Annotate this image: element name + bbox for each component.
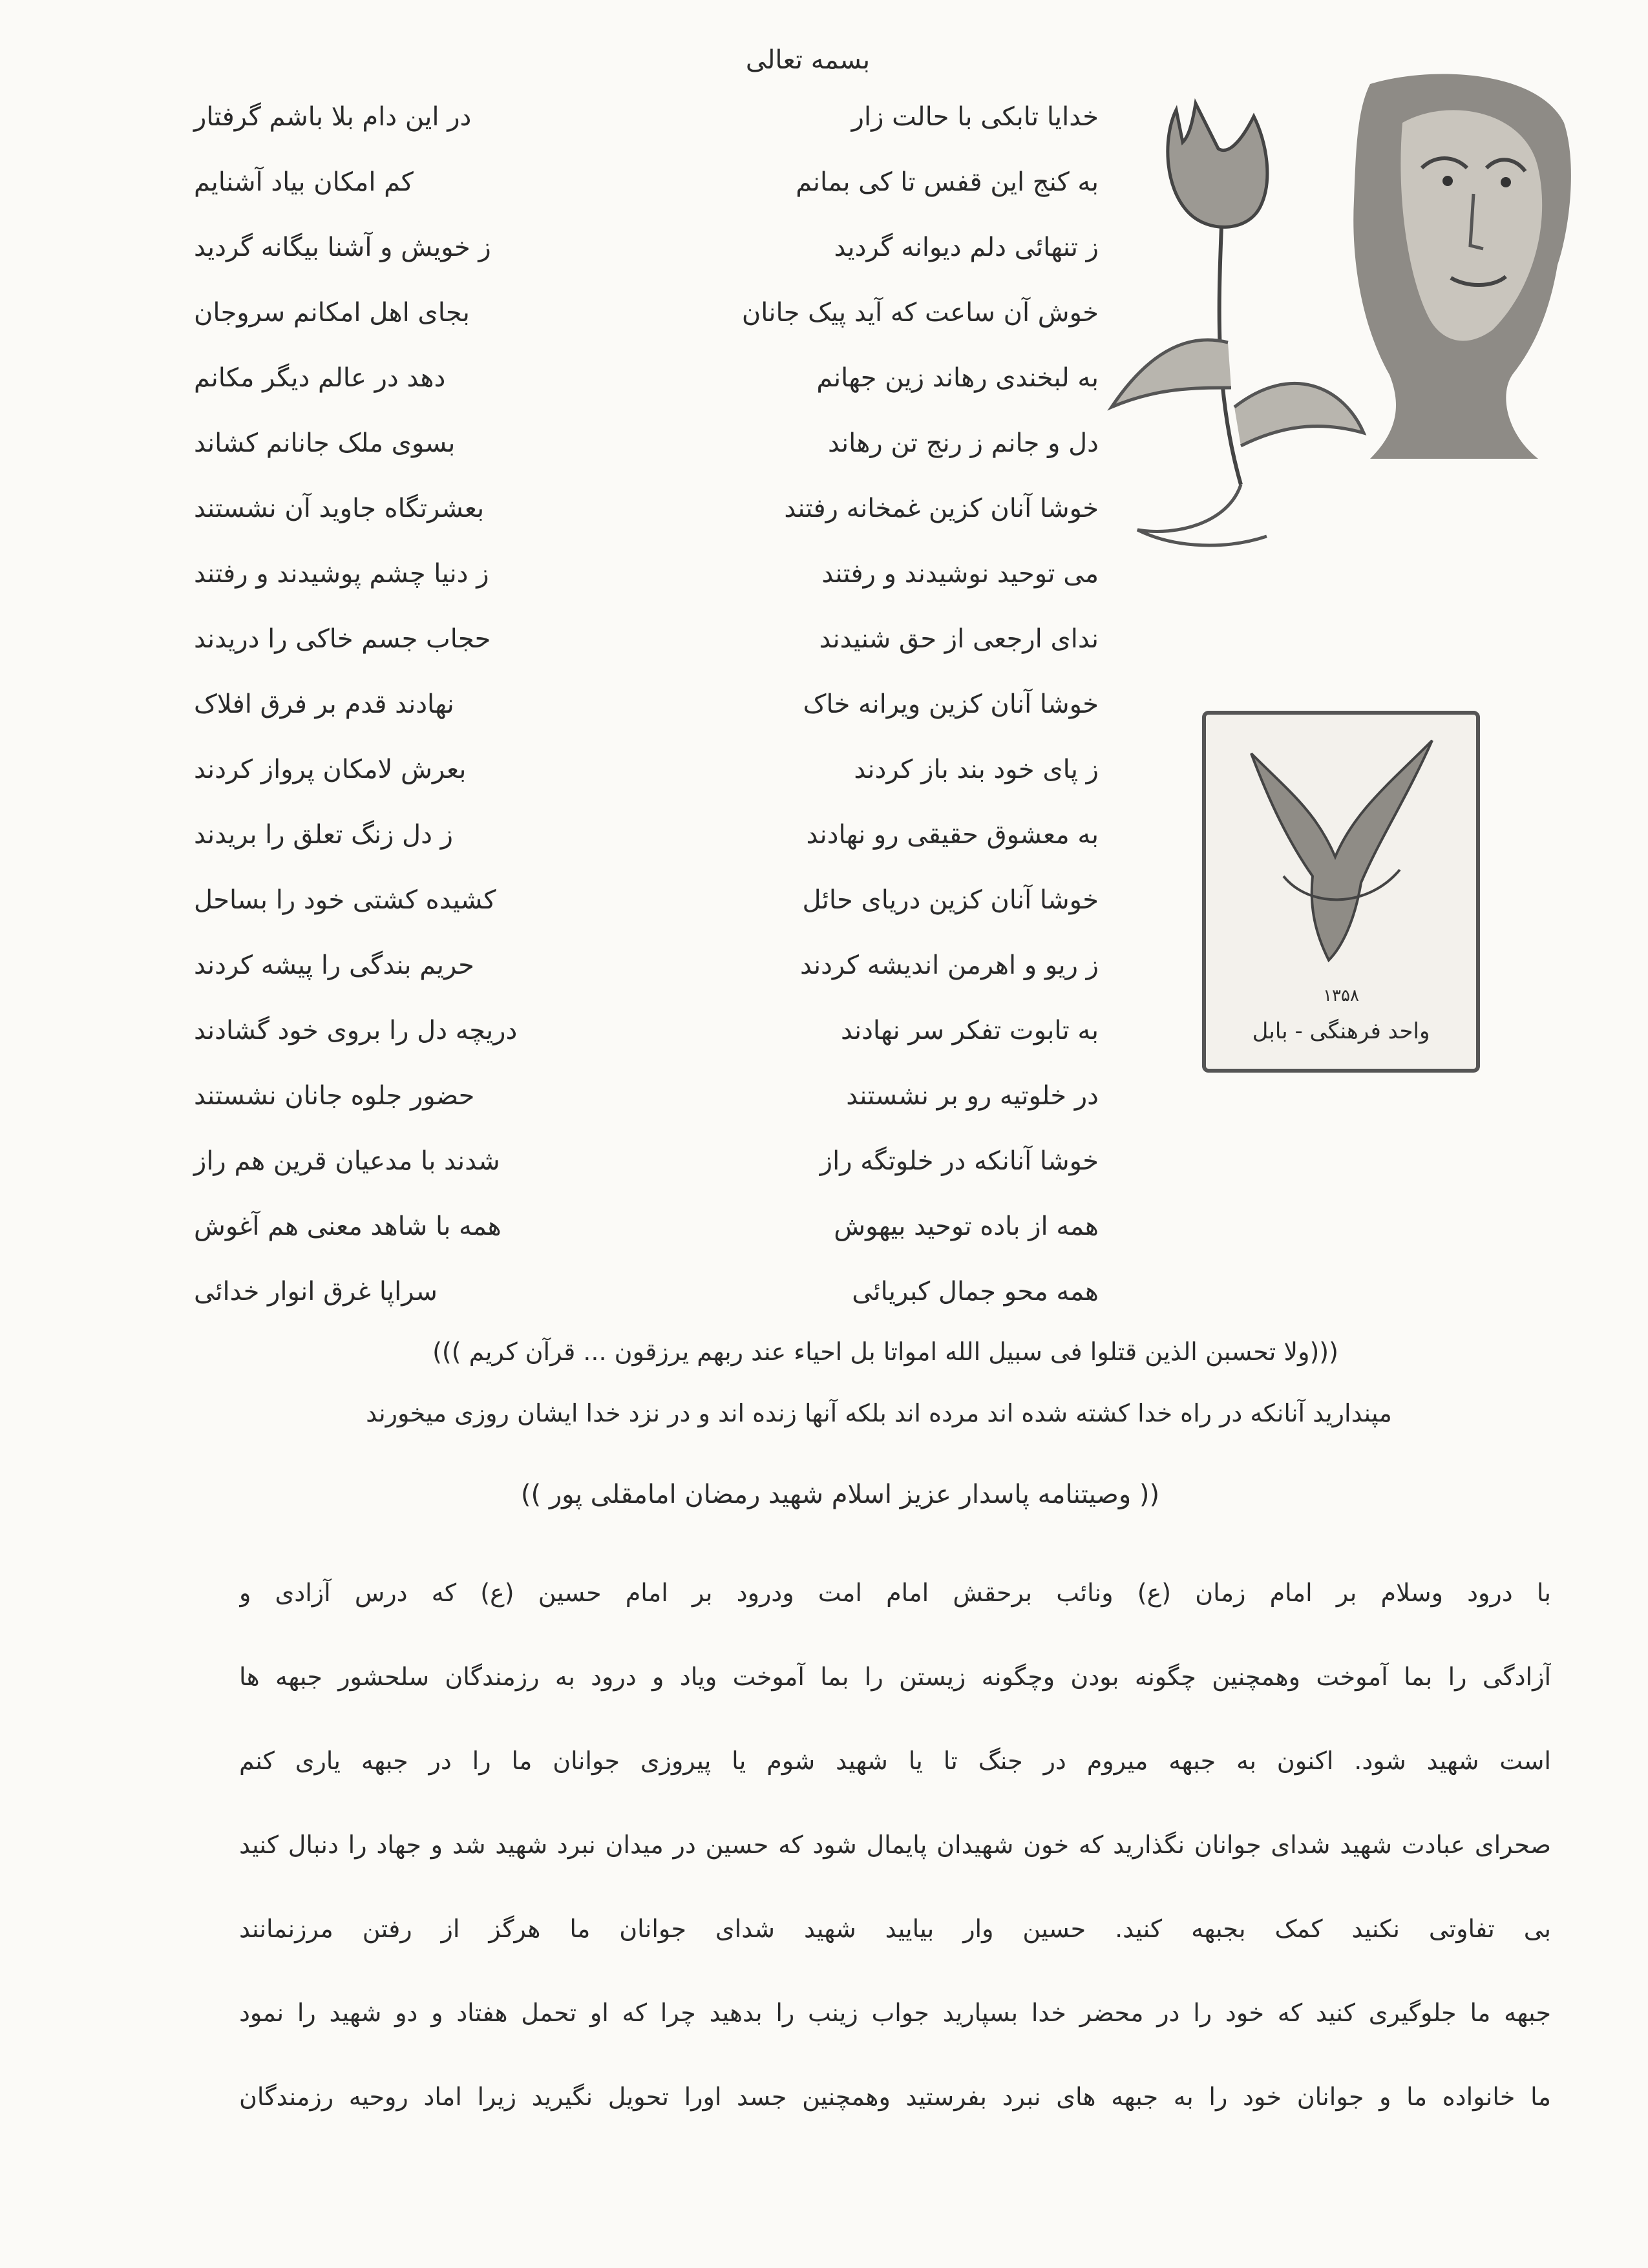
poem-hemistich-first: می توحید نوشیدند و رفتند [821,558,1099,589]
poem-couplet [194,998,1099,1063]
poem-hemistich-first: به کنج این قفس تا کی بمانم [796,167,1099,197]
poem-hemistich-first: خدایا تابکی با حالت زار [851,101,1099,132]
poem-hemistich-second: ز دنیا چشم پوشیدند و رفتند [194,558,489,589]
poem-couplet [194,802,1099,867]
poem-couplet [194,84,1099,149]
poem-hemistich-first: به معشوق حقیقی رو نهادند [806,819,1099,850]
quran-quote: (((ولا تحسبن الذین قتلوا فی سبیل الله امواتا بل احیاء عند ربهم یرزقون ... قرآن کریم ))) [432,1338,1338,1366]
poem-hemistich-first: ز پای خود بند باز کردند [854,754,1099,784]
emblem-caption: واحد فرهنگی - بابل [1252,1018,1430,1044]
poem-hemistich-second: بسوی ملک جانانم کشاند [194,428,456,458]
poem-couplet [194,932,1099,998]
poem-couplet [194,867,1099,932]
poem-hemistich-second: حجاب جسم خاکی را دریدند [194,624,491,654]
poem-hemistich-first: خوشا آنان کزین دریای حائل [802,885,1099,915]
poem-hemistich-first: خوشا آنان کزین غمخانه رفتند [784,493,1099,523]
will-body [239,1551,1551,2139]
poem-hemistich-first: دل و جانم ز رنج تن رهاند [827,428,1099,458]
document-heading: بسمه تعالی [745,45,871,75]
poem-hemistich-first: خوشا آنانکه در خلوتگه راز [819,1146,1099,1176]
poem-hemistich-first: خوش آن ساعت که آید پیک جانان [741,297,1099,328]
poem-hemistich-first: در خلوتیه رو بر نشستند [846,1080,1099,1111]
poem-hemistich-second: کم امکان بیاد آشنایم [194,167,414,197]
poem-hemistich-second: ز دل زنگ تعلق را بریدند [194,819,453,850]
poem-hemistich-first: به تابوت تفکر سر نهادند [840,1015,1099,1045]
poem-hemistich-second: دریچه دل را بروی خود گشادند [194,1015,518,1045]
poem-couplet [194,410,1099,476]
poem-hemistich-second: بعشرتگاه جاوید آن نشستند [194,493,485,523]
poem-couplet [194,280,1099,345]
tulip-drawing [1099,84,1370,562]
poem-hemistich-second: حریم بندگی را پیشه کردند [194,950,474,980]
poem-hemistich-first: خوشا آنان کزین ویرانه خاک [803,689,1099,719]
poem-hemistich-first: ز تنهائی دلم دیوانه گردید [834,232,1099,262]
poem-hemistich-second: دهد در عالم دیگر مکانم [194,362,446,393]
poem-couplet [194,1128,1099,1193]
poem-couplet [194,345,1099,410]
poem-hemistich-second: سراپا غرق انوار خدائی [194,1276,438,1307]
body-line: آزادگی را بما آموخت وهمچنین چگونه بودن وچگونه زیستن را بما آموخت ویاد و درود به رزمندگان سلحشور جبهه ها [239,1663,1551,1691]
poem-hemistich-second: همه با شاهد معنی هم آغوش [194,1211,502,1241]
poem-hemistich-second: ز خویش و آشنا بیگانه گردید [194,232,491,262]
poem-hemistich-second: در این دام بلا باشم گرفتار [194,101,472,132]
body-line: با درود وسلام بر امام زمان (ع) ونائب برحقش امام امت ودرود بر امام حسین (ع) که درس آزادی و [239,1579,1551,1607]
poem-hemistich-first: همه محو جمال کبریائی [852,1276,1099,1307]
poem-hemistich-second: شدند با مدعیان قرین هم راز [194,1146,500,1176]
poem-couplet [194,215,1099,280]
poem-couplet [194,149,1099,215]
poem-couplet [194,606,1099,671]
poem-couplet [194,476,1099,541]
body-line: بی تفاوتی نکنید کمک بجبهه کنید. حسین وار بیایید شهید شدای جوانان ما هرگز از رفتن مرزنمانند [239,1915,1551,1943]
body-line: است شهید شود. اکنون به جبهه میروم در جنگ تا یا شهید شوم یا پیروزی جوانان ما را در جبهه یاری کنم [239,1747,1551,1775]
poem [194,84,1099,1324]
body-line: جبهه ما جلوگیری کنید که خود را در محضر خدا بسپارید جواب زینب را بدهید چرا که او تحمل هفتاد و دو شهید را نمود [239,1999,1551,2027]
poem-hemistich-first: ندای ارجعی از حق شنیدند [819,624,1099,654]
poem-couplet [194,541,1099,606]
poem-hemistich-first: همه از باده توحید بیهوش [834,1211,1099,1241]
will-title: (( وصیتنامه پاسدار عزیز اسلام شهید رمضان امامقلی پور )) [520,1480,1160,1509]
poem-hemistich-second: حضور جلوه جانان نشستند [194,1080,475,1111]
body-line: صحرای عبادت شهید شدای جوانان نگذارید که خون شهیدان پایمال شود که حسین در میدان نبرد شهید شد و جهاد را دنبال کنید [239,1831,1551,1859]
poem-couplet [194,737,1099,802]
martyr-portrait-photo [1344,71,1577,459]
emblem-date: ۱۳۵۸ [1323,986,1359,1005]
poem-hemistich-second: بجای اهل امکانم سروجان [194,297,470,328]
poem-hemistich-second: نهادند قدم بر فرق افلاک [194,689,454,719]
poem-couplet [194,1063,1099,1128]
poem-hemistich-first: به لبخندی رهاند زین جهانم [816,362,1099,393]
poem-couplet [194,671,1099,737]
emblem-stamp [1202,711,1480,1073]
poem-couplet [194,1193,1099,1259]
body-line: ما خانواده ما و جوانان خود را به جبهه های نبرد بفرستید وهمچنین جسد اورا تحویل نگیرید زیرا اماد روحیه رزمندگان [239,2083,1551,2111]
emblem-dove-icon [1206,715,1476,973]
poem-hemistich-first: ز ریو و اهرمن اندیشه کردند [799,950,1099,980]
poem-hemistich-second: بعرش لامکان پرواز کردند [194,754,467,784]
poem-hemistich-second: کشیده کشتی خود را بساحل [194,885,496,915]
quote-translation: مپندارید آنانکه در راه خدا کشته شده اند مرده اند بلکه آنها زنده اند و در نزد خدا ایشان روزی میخورند [366,1399,1392,1427]
poem-couplet [194,1259,1099,1324]
